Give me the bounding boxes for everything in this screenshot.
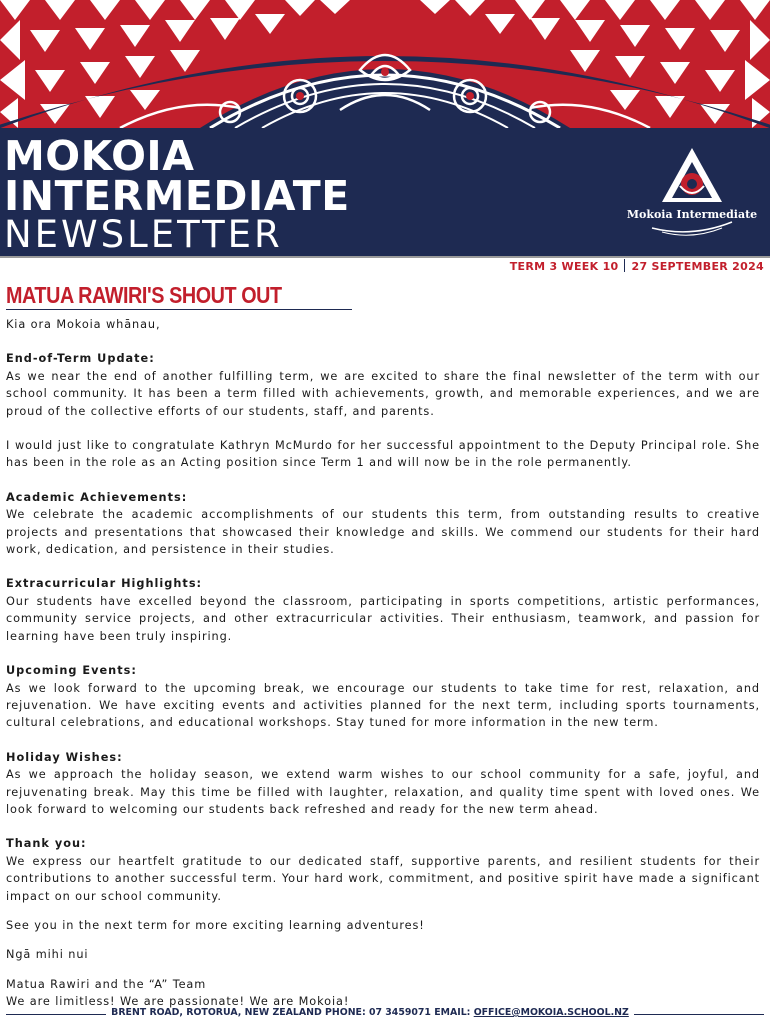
section-paragraph: We celebrate the academic accomplishments of our students this term, from outstanding results to creative projects and presentations that showcased their knowledge and skills. We commend our students for their hard work, dedication, and persistence in their studies. [6, 508, 760, 557]
footer-email-link[interactable]: OFFICE@MOKOIA.SCHOOL.NZ [473, 1007, 629, 1018]
school-logo [622, 142, 762, 246]
logo-label: Mokoia Intermediate [626, 208, 758, 221]
issue-info [510, 259, 764, 273]
section-paragraph: As we look forward to the upcoming break, we encourage our students to take time for rest, relaxation, and rejuvenation. We have exciting events and activities planned for the next term, including sports tournaments, cultural celebrations, and educational workshops. Stay tuned for more information in the new term. [6, 681, 760, 730]
section-paragraph: As we approach the holiday season, we extend warm wishes to our school community for a safe, joyful, and rejuvenating break. May this time be filled with laughter, relaxation, and quality time spent with loved ones. We look forward to welcoming our students back refreshed and ready for the new term ahead. [6, 768, 760, 816]
maori-pattern-graphic [0, 0, 770, 128]
article-heading-underline [6, 309, 352, 310]
masthead-title-line1: MOKOIA [4, 132, 195, 180]
masthead-title-line2: INTERMEDIATE [4, 172, 350, 220]
section-heading-thank-you: Thank you: [6, 837, 87, 851]
section-paragraph: As we near the end of another fulfilling term, we are excited to share the final newsletter of the term with our school community. It has been a term filled with achievements, growth, and memorable experiences, and we are proud of the collective efforts of our students, staff, and parents. [6, 369, 760, 418]
section-heading-academic: Academic Achievements: [6, 490, 188, 504]
section-heading-upcoming: Upcoming Events: [6, 664, 137, 678]
issue-term: TERM 3 WEEK 10 [509, 260, 619, 273]
footer-address: BRENT ROAD, ROTORUA, NEW ZEALAND PHONE: 07 3459071 EMAIL: [111, 1007, 474, 1018]
masthead [0, 128, 770, 256]
issue-divider [0, 256, 770, 258]
masthead-title-line3: NEWSLETTER [4, 213, 283, 256]
footer [0, 1006, 770, 1022]
footer-rule-right [634, 1014, 764, 1015]
header-banner-pattern [0, 0, 770, 128]
article-heading: MATUA RAWIRI'S SHOUT OUT [6, 282, 282, 308]
issue-bar [0, 256, 770, 274]
section-paragraph: I would just like to congratulate Kathryn McMurdo for her successful appointment to the Deputy Principal role. She has been in the role as an Acting position since Term 1 and will now be in the role permanently. [6, 439, 760, 470]
footer-rule-left [6, 1014, 106, 1015]
issue-date: 27 SEPTEMBER 2024 [631, 260, 764, 273]
section-heading-extracurricular: Extracurricular Highlights: [6, 577, 203, 591]
section-heading-holiday: Holiday Wishes: [6, 750, 123, 764]
greeting: Kia ora Mokoia whānau, [6, 318, 161, 331]
footer-contact [108, 1007, 632, 1018]
school-motto: We are limitless! We are passionate! We are Mokoia! [6, 995, 350, 1009]
signature: Matua Rawiri and the “A” Team [6, 977, 207, 991]
section-paragraph: We express our heartfelt gratitude to our dedicated staff, supportive parents, and resilient students for their contributions to another successful term. Your hard work, commitment, and positive spirit have made a significant impact on our school community. [6, 854, 760, 903]
triangle-logo-icon [622, 142, 762, 246]
section-heading-end-of-term: End-of-Term Update: [6, 352, 155, 366]
issue-separator [624, 259, 625, 272]
article-body [6, 316, 760, 1011]
section-paragraph: Our students have excelled beyond the classroom, participating in sports competitions, artistic performances, community service projects, and other extracurricular activities. Their enthusiasm, teamwork, and passion for learning have been truly inspiring. [6, 594, 760, 643]
signoff: Ngā mihi nui [6, 948, 89, 962]
closing-line: See you in the next term for more exciting learning adventures! [6, 918, 425, 932]
